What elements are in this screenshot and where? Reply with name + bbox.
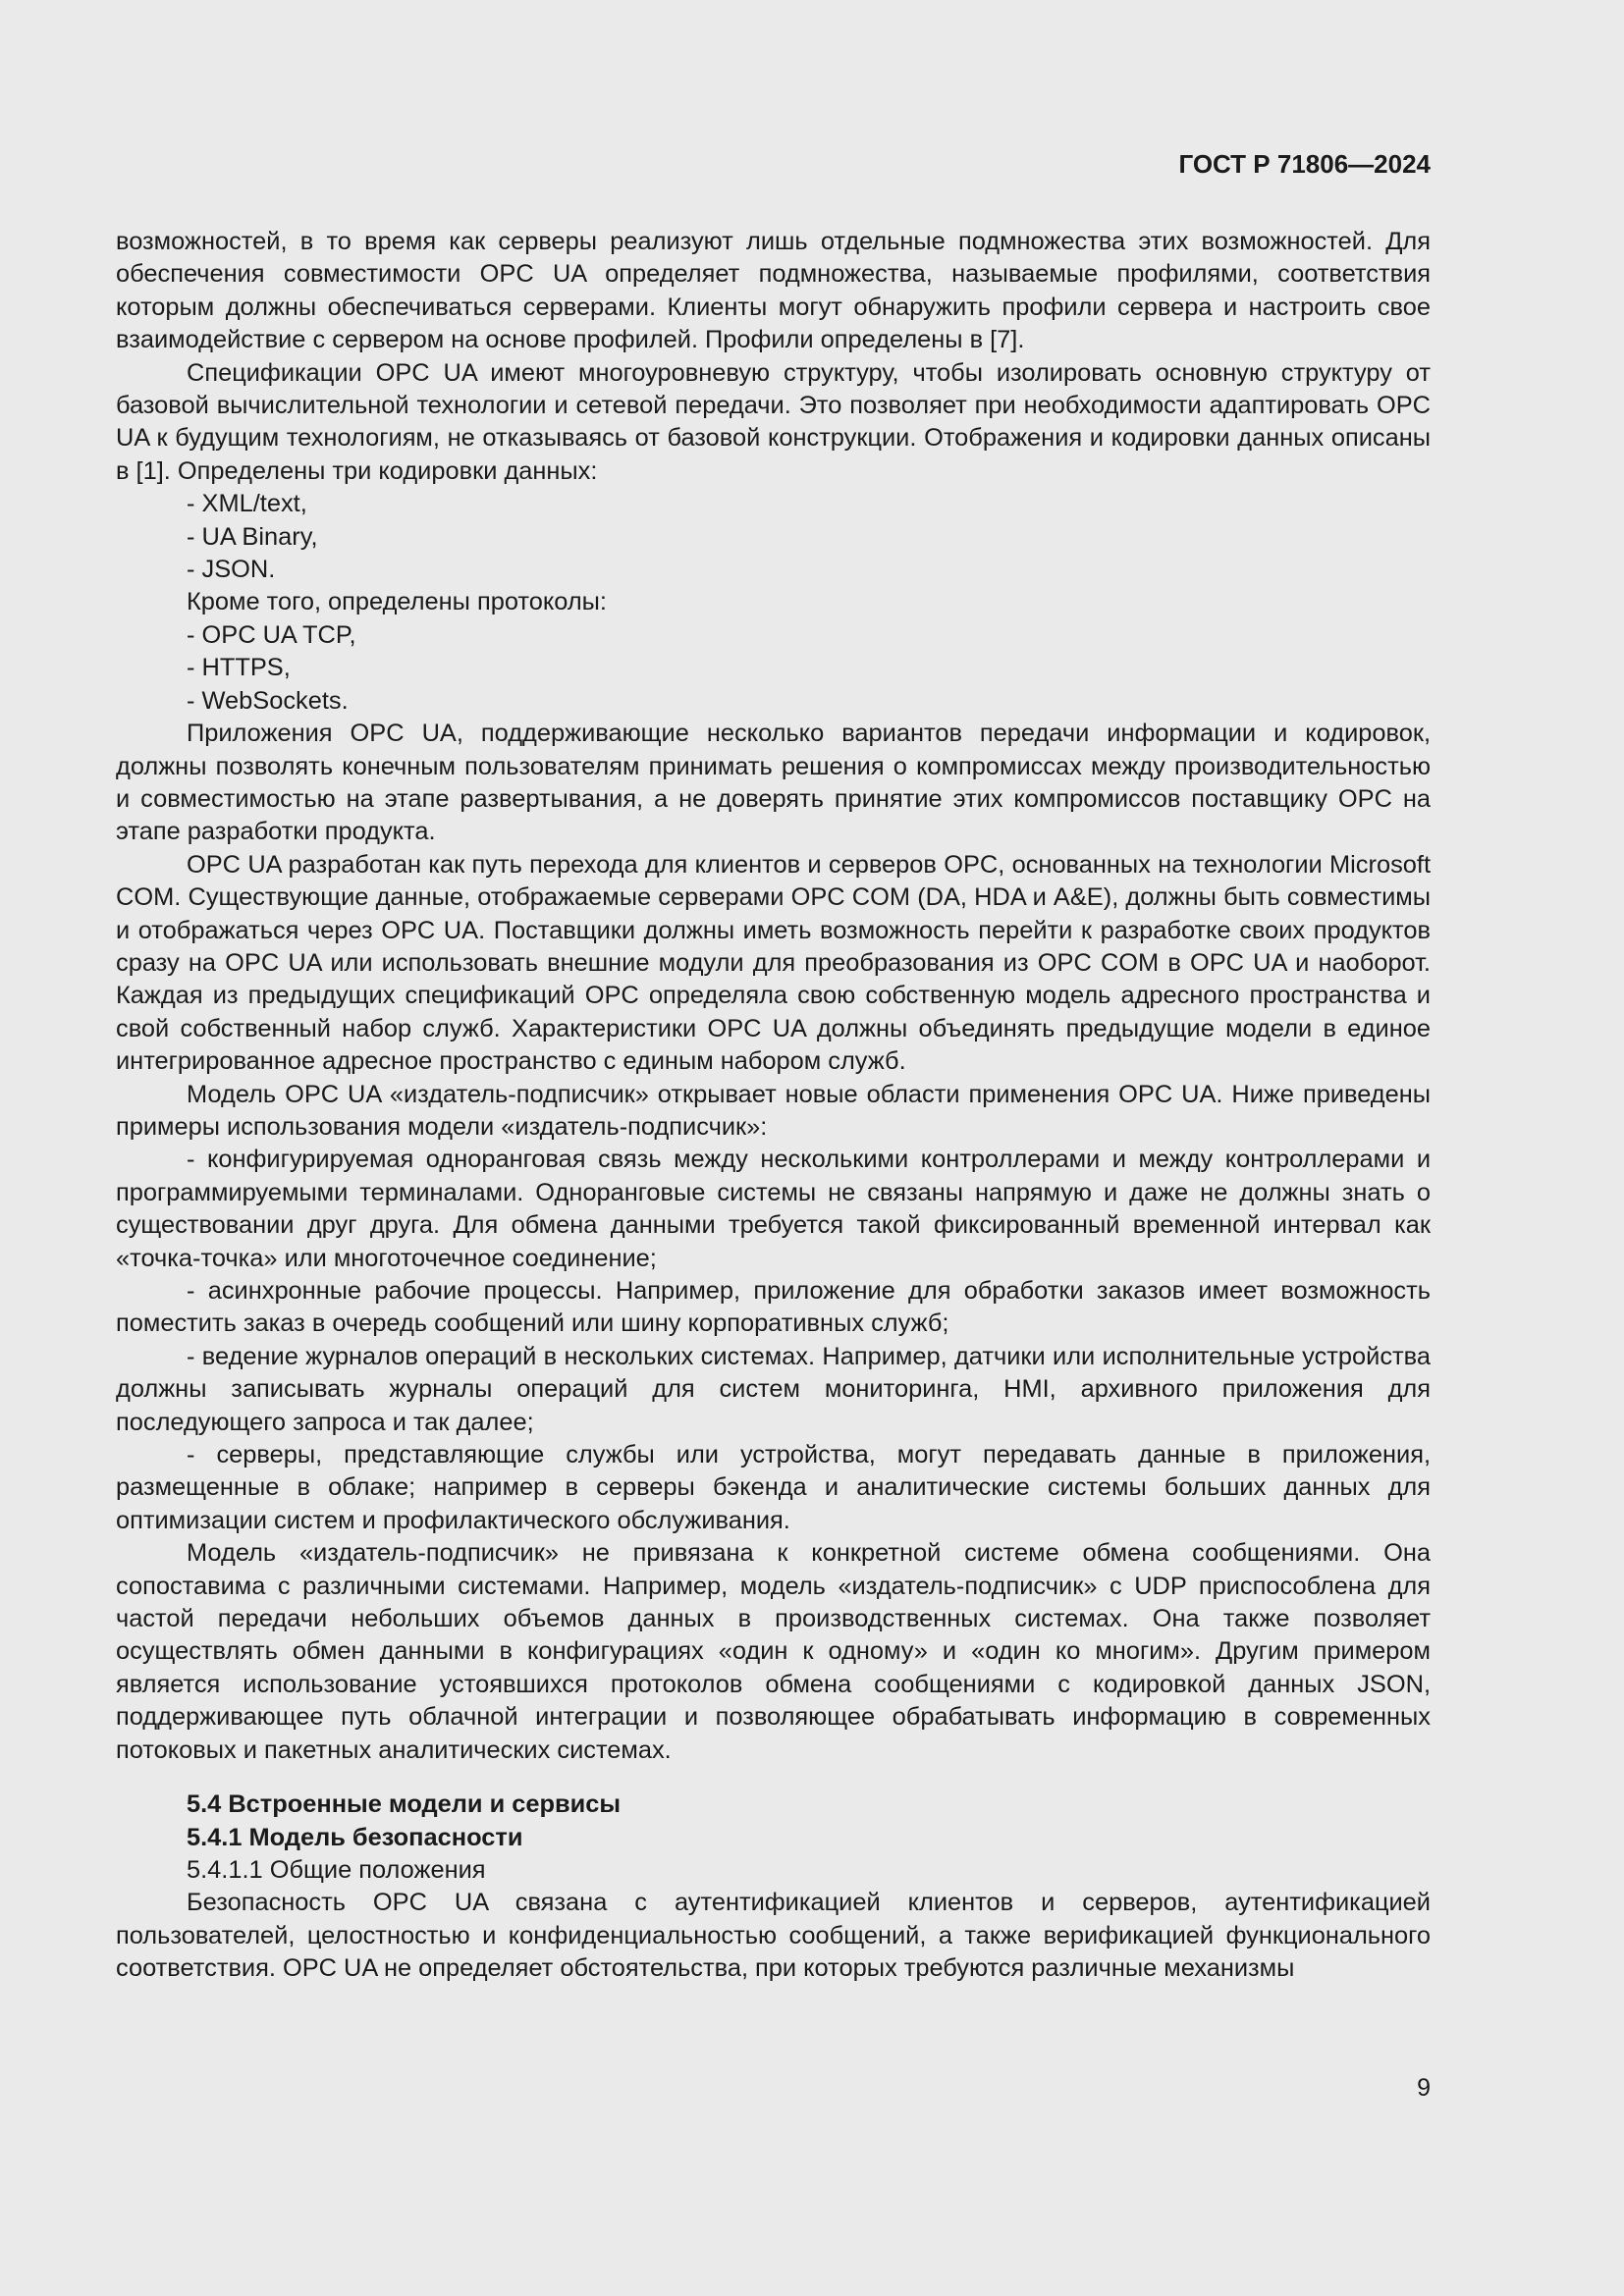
paragraph-pubsub-example-async: - асинхронные рабочие процессы. Например, приложение для обработки заказов имеет возможность поместить заказ в очередь сообщений или шину корпоративных служб; [116, 1277, 1431, 1338]
paragraph-pubsub-example-cloud: - серверы, представляющие службы или устройства, могут передавать данные в приложения, размещенные в облаке; например в серверы бэкенда и аналитические системы больших данных для оптимизации систем и профилактического обслуживания. [116, 1441, 1431, 1534]
paragraph-security: Безопасность OPC UA связана с аутентификацией клиентов и серверов, аутентификацией пользователей, целостностью и конфиденциальностью сообщений, а также верификацией функционального соответствия. OPC UA не определяет обстоятельства, при которых требуются различные механизмы [116, 1889, 1431, 1983]
list-item-encoding: - JSON. [187, 556, 276, 584]
list-item-encoding: - UA Binary, [187, 522, 318, 551]
paragraph-pubsub-example-logging: - ведение журналов операций в нескольких системах. Например, датчики или исполнительные устройства должны записывать журналы операций для систем мониторинга, HMI, архивного приложения для последующего запроса и так далее; [116, 1342, 1431, 1436]
list-item-protocol: - WebSockets. [187, 686, 349, 715]
page-number: 9 [1417, 2074, 1431, 2102]
paragraph-applications: Приложения OPC UA, поддерживающие несколько вариантов передачи информации и кодировок, должны позволять конечным пользователям принимать решения о компромиссах между производительностью и совместимостью на этапе развертывания, а не доверять принятие этих компромиссов поставщику OPC на этапе разработки продукта. [116, 720, 1431, 846]
section-heading-5-4-1: 5.4.1 Модель безопасности [187, 1823, 523, 1851]
paragraph-protocols-intro: Кроме того, определены протоколы: [187, 588, 607, 616]
document-body [116, 226, 1431, 1986]
paragraph-migration: OPC UA разработан как путь перехода для клиентов и серверов OPC, основанных на технологии Microsoft COM. Существующие данные, отображаемые серверами OPC COM (DA, HDA и A&E), должны быть совместимы и отображаться через OPC UA. Поставщики должны иметь возможность перейти к разработке своих продуктов сразу на OPC UA или использовать внешние модули для преобразования из OPC COM в OPC UA и наоборот. Каждая из предыдущих спецификаций OPC определяла свою собственную модель адресного пространства и свой собственный набор служб. Характеристики OPC UA должны объединять предыдущие модели в единое интегрированное адресное пространство с единым набором служб. [116, 850, 1431, 1076]
paragraph-specifications: Спецификации OPC UA имеют многоуровневую структуру, чтобы изолировать основную структуру от базовой вычислительной технологии и сетевой передачи. Это позволяет при необходимости адаптировать OPC UA к будущим технологиям, не отказываясь от базовой конструкции. Отображения и кодировки данных описаны в [1]. Определены три кодировки данных: [116, 358, 1431, 485]
paragraph-pubsub-intro: Модель OPC UA «издатель-подписчик» открывает новые области применения OPC UA. Ниже приведены примеры использования модели «издатель-подписчик»: [116, 1080, 1431, 1141]
section-heading-5-4: 5.4 Встроенные модели и сервисы [187, 1790, 622, 1819]
paragraph-pubsub-example-peer: - конфигурируемая одноранговая связь между несколькими контроллерами и между контроллерами и программируемыми терминалами. Одноранговые системы не связаны напрямую и даже не должны знать о существовании друг друга. Для обмена данными требуется такой фиксированный временной интервал как «точка-точка» или многоточечное соединение; [116, 1146, 1431, 1272]
standard-id-header: ГОСТ Р 71806—2024 [1178, 149, 1431, 179]
paragraph-profiles: возможностей, в то время как серверы реализуют лишь отдельные подмножества этих возможностей. Для обеспечения совместимости OPC UA определяет подмножества, называемые профилями, соответствия которым должны обеспечиваться серверами. Клиенты могут обнаружить профили сервера и настроить свое взаимодействие с сервером на основе профилей. Профили определены в [7]. [116, 228, 1431, 354]
paragraph-pubsub-messaging: Модель «издатель-подписчик» не привязана к конкретной системе обмена сообщениями. Она сопоставима с различными системами. Например, модель «издатель-подписчик» с UDP приспособлена для частой передачи небольших объемов данных в производственных системах. Она также позволяет осуществлять обмен данными в конфигурациях «один к одному» и «один ко многим». Другим примером является использование устоявшихся протоколов обмена сообщениями с кодировкой данных JSON, поддерживающее путь облачной интеграции и позволяющее обрабатывать информацию в современных потоковых и пакетных аналитических системах. [116, 1539, 1431, 1764]
list-item-protocol: - HTTPS, [187, 654, 291, 682]
list-item-encoding: - XML/text, [187, 490, 307, 518]
list-item-protocol: - OPC UA TCP, [187, 620, 356, 649]
subsection-heading-5-4-1-1: 5.4.1.1 Общие положения [187, 1855, 486, 1884]
